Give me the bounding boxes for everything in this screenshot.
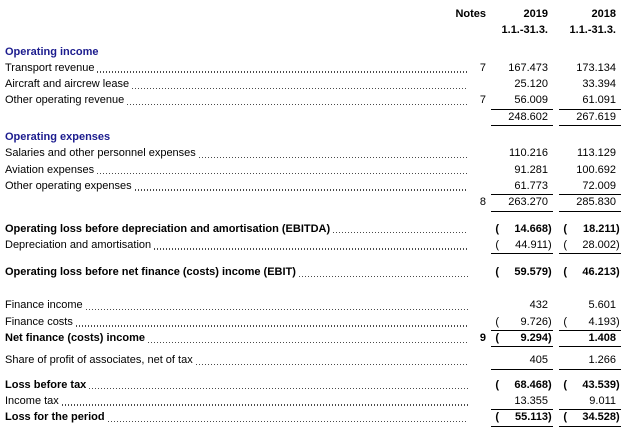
value-2019: [491, 109, 553, 126]
paren: (: [495, 315, 499, 328]
dot-leader: [148, 342, 468, 343]
row-label-cell: [5, 330, 470, 346]
value-2018: [559, 264, 621, 280]
value-2018: [559, 60, 621, 76]
section-heading-row: [5, 129, 621, 145]
amount: 263.270: [508, 196, 548, 209]
value-2019: [491, 194, 553, 211]
row-label: Loss before tax: [5, 378, 87, 391]
year-2018-header: [559, 6, 621, 22]
amount: 68.468: [514, 378, 548, 391]
row-label: Loss for the period: [5, 411, 105, 424]
paren: ): [616, 238, 620, 251]
row-label-cell: [5, 221, 470, 237]
amount: 1.266: [588, 354, 616, 367]
amount: 56.009: [514, 94, 548, 107]
row-label-cell: [5, 44, 470, 60]
dot-leader: [135, 189, 468, 190]
amount: 4.193: [588, 315, 616, 328]
note-reference: 9: [479, 332, 486, 345]
amount: 5.601: [588, 299, 616, 312]
row-label: Transport revenue: [5, 61, 95, 74]
row-label-cell: [5, 393, 470, 409]
line-item-row: [5, 314, 621, 330]
amount: 72.009: [582, 179, 616, 192]
value-2018: [559, 393, 621, 410]
amount: 91.281: [514, 163, 548, 176]
year-2018-label: 2018: [591, 8, 616, 20]
value-2018: [559, 377, 621, 393]
line-item-row: [5, 264, 621, 280]
row-label-cell: [5, 60, 470, 76]
row-label: Share of profit of associates, net of tax: [5, 354, 193, 367]
year-2019-label: 2019: [523, 8, 548, 20]
value-2018: [559, 221, 621, 237]
dot-leader: [199, 157, 468, 158]
period-header-row: [5, 22, 621, 38]
total-row: [5, 194, 621, 210]
amount: 18.211: [582, 222, 616, 235]
line-item-row: [5, 92, 621, 108]
value-2019: [491, 352, 553, 369]
row-label: Operating loss before net finance (costs) income (EBIT): [5, 266, 296, 279]
value-2019: [491, 314, 553, 331]
paren: ): [616, 378, 620, 391]
dot-leader: [97, 173, 468, 174]
amount: 13.355: [514, 394, 548, 407]
row-label: Aircraft and aircrew lease: [5, 78, 130, 91]
row-label: Finance income: [5, 299, 83, 312]
dot-leader: [196, 364, 468, 365]
amount: 267.619: [576, 110, 616, 123]
value-2018: [559, 92, 621, 109]
value-2019: [491, 393, 553, 410]
value-2019: [491, 162, 553, 178]
period-2019-header: [491, 22, 553, 38]
dot-leader: [127, 104, 468, 105]
dot-leader: [333, 232, 468, 233]
row-label-cell: [5, 178, 470, 194]
line-item-row: [5, 221, 621, 237]
amount: 14.668: [514, 222, 548, 235]
row-label: Finance costs: [5, 315, 73, 328]
amount: 46.213: [582, 266, 616, 279]
value-2019: [491, 76, 553, 92]
section-heading: Operating income: [5, 45, 99, 58]
amount: 9.294: [520, 332, 548, 345]
line-item-row: [5, 297, 621, 313]
paren: ): [616, 411, 620, 424]
value-2019: [491, 92, 553, 109]
amount: 33.394: [582, 78, 616, 91]
line-item-row: [5, 76, 621, 92]
paren: ): [616, 222, 620, 235]
paren: ): [548, 378, 552, 391]
value-2018: [559, 178, 621, 195]
row-label: Aviation expenses: [5, 163, 95, 176]
dot-leader: [62, 404, 468, 405]
paren: ): [548, 266, 552, 279]
period-2019-label: 1.1.-31.3.: [501, 24, 548, 37]
amount: 167.473: [508, 61, 548, 74]
amount: 173.134: [576, 61, 616, 74]
amount: 113.129: [577, 147, 616, 160]
paren: (: [495, 411, 499, 424]
value-2018: [559, 162, 621, 178]
total-row: [5, 109, 621, 125]
statement-rows: [5, 44, 621, 426]
row-label-cell: [5, 352, 470, 368]
dot-leader: [154, 248, 468, 249]
note-reference: 7: [479, 61, 486, 74]
amount: 44.911: [515, 238, 548, 251]
value-2018: [559, 314, 621, 331]
value-2019: [491, 264, 553, 280]
line-item-row: [5, 60, 621, 76]
value-2019: [491, 221, 553, 237]
paren: ): [548, 332, 552, 345]
amount: 59.579: [514, 266, 548, 279]
value-2019: [491, 237, 553, 254]
line-item-row: [5, 377, 621, 393]
amount: 61.091: [582, 94, 616, 107]
amount: 61.773: [514, 179, 548, 192]
value-2019: [491, 178, 553, 195]
dot-leader: [132, 88, 468, 89]
row-label: Other operating revenue: [5, 94, 125, 107]
value-2018: [559, 237, 621, 254]
row-label-cell: [5, 237, 470, 253]
value-2018: [559, 194, 621, 211]
row-label-cell: [5, 76, 470, 92]
value-2018: [559, 330, 621, 347]
value-2019: [491, 377, 553, 393]
value-2018: [559, 297, 621, 313]
paren: (: [563, 238, 567, 251]
paren: ): [548, 315, 552, 328]
value-2019: [491, 330, 553, 347]
value-2018: [559, 76, 621, 92]
value-2018: [559, 352, 621, 369]
row-label: Operating loss before depreciation and amortisation (EBITDA): [5, 222, 331, 235]
value-2018: [559, 109, 621, 126]
amount: 110.216: [509, 147, 548, 160]
line-item-row: [5, 145, 621, 161]
value-2018: [559, 145, 621, 161]
amount: 405: [529, 354, 548, 367]
paren: ): [548, 222, 552, 235]
value-2019: [491, 409, 553, 426]
note-reference: 8: [479, 196, 486, 209]
amount: 55.113: [514, 411, 548, 424]
paren: (: [495, 222, 499, 235]
value-2019: [491, 297, 553, 313]
section-heading-row: [5, 44, 621, 60]
period-2018-header: [559, 22, 621, 38]
row-label-cell: [5, 409, 470, 425]
row-label: Other operating expenses: [5, 179, 132, 192]
row-label: Depreciation and amortisation: [5, 238, 152, 251]
dot-leader: [299, 276, 468, 277]
line-item-row: [5, 162, 621, 178]
paren: ): [616, 315, 620, 328]
amount: 285.830: [576, 196, 616, 209]
paren: (: [563, 378, 567, 391]
row-label: Salaries and other personnel expenses: [5, 147, 196, 160]
line-item-row: [5, 409, 621, 425]
row-label-cell: [5, 264, 470, 280]
amount: 1.408: [588, 332, 616, 345]
paren: (: [495, 332, 499, 345]
paren: (: [495, 378, 499, 391]
row-label-cell: [5, 377, 470, 393]
row-label: Income tax: [5, 394, 59, 407]
dot-leader: [108, 421, 468, 422]
paren: (: [563, 315, 567, 328]
amount: 9.011: [589, 394, 616, 407]
paren: (: [563, 222, 567, 235]
line-item-row: [5, 178, 621, 194]
period-2018-label: 1.1.-31.3.: [569, 24, 616, 37]
value-2019: [491, 145, 553, 161]
line-item-row: [5, 352, 621, 368]
row-label-cell: [5, 129, 470, 145]
row-label: Net finance (costs) income: [5, 332, 145, 345]
paren: ): [548, 411, 552, 424]
dot-leader: [86, 309, 468, 310]
section-heading: Operating expenses: [5, 131, 111, 144]
paren: (: [563, 411, 567, 424]
row-label-cell: [5, 145, 470, 161]
row-label-cell: [5, 297, 470, 313]
value-2018: [559, 409, 621, 426]
paren: (: [495, 266, 499, 279]
column-header-row: [5, 6, 621, 22]
dot-leader: [89, 388, 468, 389]
line-item-row: [5, 237, 621, 253]
row-label-cell: [5, 92, 470, 108]
line-item-row: [5, 393, 621, 409]
value-2019: [491, 60, 553, 76]
notes-column-header: Notes: [455, 8, 486, 20]
paren: ): [548, 238, 552, 251]
amount: 248.602: [508, 110, 548, 123]
amount: 43.539: [582, 378, 616, 391]
note-reference: 7: [479, 94, 486, 107]
paren: ): [616, 266, 620, 279]
paren: (: [495, 238, 499, 251]
amount: 9.726: [520, 315, 548, 328]
paren: (: [563, 266, 567, 279]
row-label-cell: [5, 162, 470, 178]
amount: 432: [529, 299, 548, 312]
row-label-cell: [5, 314, 470, 330]
dot-leader: [97, 71, 468, 72]
dot-leader: [76, 325, 468, 326]
amount: 28.002: [582, 238, 616, 251]
amount: 100.692: [576, 163, 616, 176]
amount: 34.528: [582, 411, 616, 424]
amount: 25.120: [514, 78, 548, 91]
year-2019-header: [491, 6, 553, 22]
line-item-row: [5, 330, 621, 346]
